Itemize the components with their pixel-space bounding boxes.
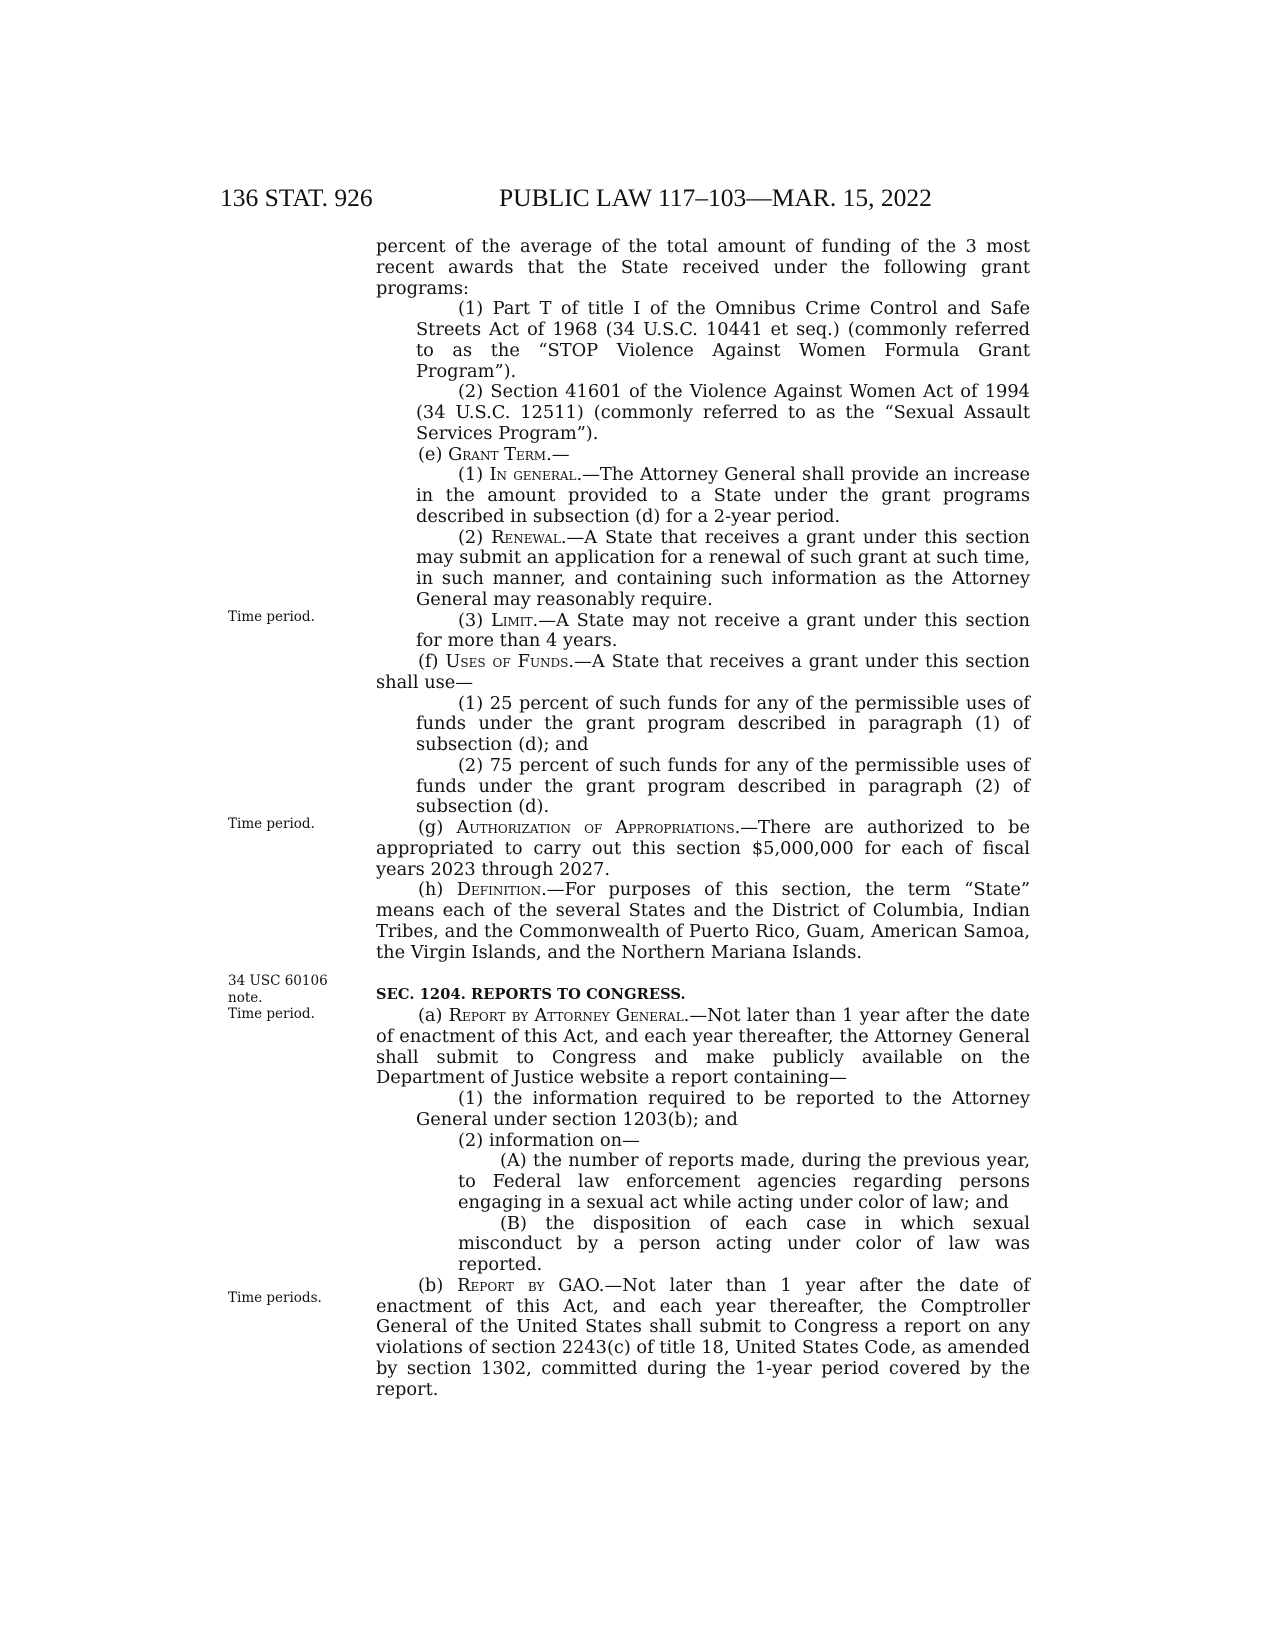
subsection-e-label: (e) [418, 443, 449, 465]
subsection-f [376, 652, 1030, 694]
margin-note-citation [228, 973, 358, 1023]
subsection-f-text: —A State that receives a grant under this section shall use— [376, 651, 1030, 693]
paragraph-e2 [376, 528, 1030, 611]
page-number: 136 STAT. 926 [220, 183, 373, 212]
paragraph-f1: (1) 25 percent of such funds for any of the permissible uses of funds under the grant program described in paragraph (1) of subsection (d); and [416, 692, 1030, 755]
paragraph-e1 [376, 465, 1030, 527]
subsection-a [376, 1006, 1030, 1089]
body-text [376, 237, 1030, 1400]
subsection-g-label: (g) [418, 817, 457, 838]
subsection-f-label: (f) [418, 651, 446, 672]
margin-note-usc: 34 USC 60106 [228, 973, 328, 989]
paragraph-d1: (1) Part T of title I of the Omnibus Crime Control and Safe Streets Act of 1968 (34 U.S.C. 10441 et seq.) (commonly referred to as the “STOP Violence Against Women Formula Grant Program”). [416, 298, 1030, 382]
subsection-b-text: —Not later than 1 year after the date of enactment of this Act, and each year thereafter, the Comptroller General of the United States shall submit to Congress a report on any violations of section 2243(c) of title 18, United States Code, as amended by section 1302, committed during the 1-year period covered by the report. [376, 1274, 1030, 1400]
paragraph-d2: (2) Section 41601 of the Violence Against Women Act of 1994 (34 U.S.C. 12511) (commonly referred to as the “Sexual Assault Services Program”). [416, 381, 1030, 444]
margin-note-time-periods: Time periods. [228, 1290, 322, 1306]
margin-note-note: note. [228, 989, 263, 1006]
subsection-g [376, 818, 1030, 880]
margin-note-time-period: Time period. [228, 816, 315, 832]
paragraph-e1-label: (1) [458, 464, 490, 486]
subsection-h-label: (h) [418, 879, 457, 901]
section-heading: SEC. 1204. REPORTS TO CONGRESS. [376, 986, 686, 1004]
paragraph-a1: (1) the information required to be reported to the Attorney General under section 1203(b); and [416, 1088, 1030, 1130]
paragraph-e3-heading: Limit. [490, 609, 539, 631]
subsection-a-heading: Report by Attorney General. [448, 1005, 690, 1026]
paragraph-e3-text: —A State may not receive a grant under this section for more than 4 years. [416, 609, 1030, 652]
paragraph-e1-text: —The Attorney General shall provide an increase in the amount provided to a State under the grant programs described in subsection (d) for a 2-year period. [416, 464, 1030, 527]
paragraph-a2: (2) information on— [458, 1129, 640, 1151]
subsection-g-heading: Authorization of Appropriations. [456, 817, 741, 838]
paragraph-e3-label: (3) [458, 609, 491, 631]
subsection-b-heading: Report by GAO. [457, 1274, 605, 1296]
margin-note-time-period: Time period. [228, 1006, 315, 1022]
subsection-e [376, 445, 1030, 466]
section-spacer [376, 963, 1030, 985]
subsection-e-dash: — [551, 443, 570, 465]
subparagraph-a2A: (A) the number of reports made, during the previous year, to Federal law enforcement agencies regarding persons engaging in a sexual act while acting under color of law; and [458, 1150, 1030, 1213]
subsection-e-heading: Grant Term. [448, 443, 552, 465]
subsection-h [376, 880, 1030, 963]
paragraph-e2-text: —A State that receives a grant under this section may submit an application for a renewal of such grant at such time, in such manner, and containing such information as the Attorney General may reasonably require. [416, 526, 1030, 610]
paragraph-f2: (2) 75 percent of such funds for any of the permissible uses of funds under the grant program described in paragraph (2) of subsection (d). [416, 754, 1030, 818]
paragraph-e2-label: (2) [458, 526, 492, 548]
subsection-b [376, 1276, 1030, 1401]
paragraph-e1-heading: In general. [489, 464, 583, 486]
running-title: PUBLIC LAW 117–103—MAR. 15, 2022 [499, 183, 932, 212]
subsection-f-heading: Uses of Funds. [445, 651, 575, 672]
paragraph-intro: percent of the average of the total amount of funding of the 3 most recent awards that the State received under the following grant programs: [376, 236, 1030, 299]
subsection-b-label: (b) [418, 1274, 458, 1296]
paragraph-e3 [376, 611, 1030, 653]
subparagraph-a2B: (B) the disposition of each case in which sexual misconduct by a person acting under color of law was reported. [458, 1212, 1030, 1275]
subsection-g-text: —There are authorized to be appropriated to carry out this section $5,000,000 for each of fiscal years 2023 through 2027. [376, 817, 1030, 880]
subsection-a-label: (a) [418, 1005, 449, 1026]
subsection-h-text: —For purposes of this section, the term “State” means each of the several States and the District of Columbia, Indian Tribes, and the Commonwealth of Puerto Rico, Guam, American Samoa, the Virgin Islands, and the Northern Mariana Islands. [376, 879, 1031, 963]
paragraph-e2-heading: Renewal. [491, 526, 567, 548]
subsection-a-text: —Not later than 1 year after the date of enactment of this Act, and each year thereafter, the Attorney General shall submit to Congress and make publicly available on the Department of Justice website a report containing— [376, 1005, 1030, 1089]
margin-note-time-period: Time period. [228, 609, 315, 625]
subsection-h-heading: Definition. [456, 879, 547, 901]
page-header [220, 183, 1000, 223]
